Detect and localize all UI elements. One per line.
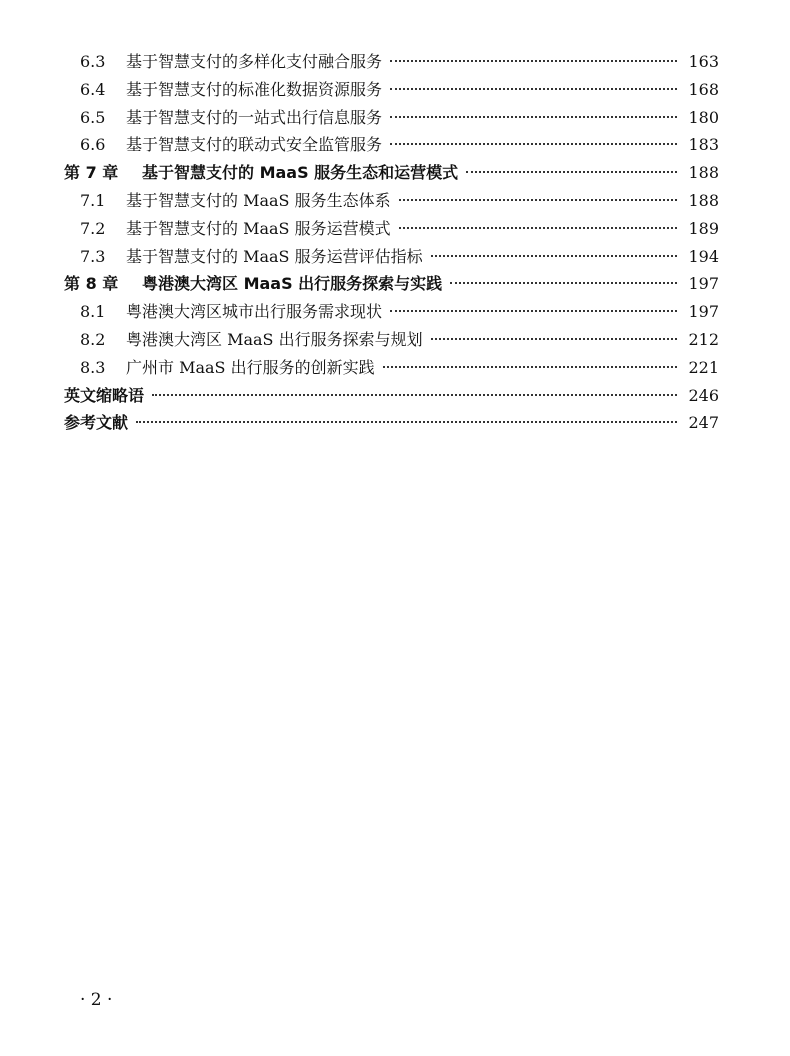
section-title: 粤港澳大湾区城市出行服务需求现状 — [126, 302, 383, 322]
page-number: 194 — [688, 246, 719, 266]
section-number: 6.6 — [80, 135, 106, 155]
dot-leader — [399, 199, 677, 201]
chapter-number: 第 8 章 — [64, 274, 119, 294]
toc-entry-abbreviations[interactable] — [64, 383, 719, 411]
section-title: 基于智慧支付的多样化支付融合服务 — [126, 52, 383, 71]
page-number: 189 — [688, 218, 719, 238]
page-number: 188 — [688, 163, 719, 183]
toc-entry-6-6[interactable] — [64, 132, 719, 160]
dot-leader — [383, 366, 677, 368]
page-number: 163 — [688, 52, 719, 71]
toc-entry-chapter-7[interactable] — [64, 160, 719, 188]
chapter-title: 粤港澳大湾区 MaaS 出行服务探索与实践 — [142, 274, 443, 294]
dot-leader — [399, 227, 677, 229]
toc-entry-references[interactable] — [64, 410, 719, 438]
section-number: 8.3 — [80, 357, 106, 377]
section-title: 基于智慧支付的标准化数据资源服务 — [126, 79, 383, 99]
toc-entry-6-5[interactable] — [64, 105, 719, 133]
table-of-contents — [64, 49, 719, 438]
page-number: 221 — [688, 357, 719, 377]
page-number: 246 — [688, 385, 719, 405]
dot-leader — [466, 171, 677, 173]
dot-leader — [390, 310, 677, 312]
backmatter-title: 英文缩略语 — [64, 385, 145, 405]
page-number: 183 — [688, 135, 719, 155]
dot-leader — [431, 338, 677, 340]
page-number: 180 — [688, 107, 719, 127]
toc-entry-7-3[interactable] — [64, 244, 719, 272]
section-number: 6.3 — [80, 52, 106, 71]
toc-entry-chapter-8[interactable] — [64, 271, 719, 299]
section-title: 粤港澳大湾区 MaaS 出行服务探索与规划 — [126, 329, 423, 349]
section-title: 基于智慧支付的一站式出行信息服务 — [126, 107, 383, 127]
chapter-number: 第 7 章 — [64, 163, 119, 183]
toc-entry-6-3[interactable] — [64, 49, 719, 77]
page-number: 197 — [688, 302, 719, 322]
toc-entry-6-4[interactable] — [64, 77, 719, 105]
page-number: 168 — [688, 79, 719, 99]
section-number: 7.2 — [80, 218, 106, 238]
toc-entry-8-3[interactable] — [64, 355, 719, 383]
page-number: 188 — [688, 190, 719, 210]
dot-leader — [136, 421, 677, 423]
section-title: 基于智慧支付的 MaaS 服务运营评估指标 — [126, 246, 423, 266]
section-number: 8.2 — [80, 329, 106, 349]
dot-leader — [152, 394, 677, 396]
dot-leader — [390, 60, 677, 62]
page-number: 247 — [688, 413, 719, 433]
dot-leader — [390, 116, 677, 118]
page-number: 197 — [688, 274, 719, 294]
backmatter-title: 参考文献 — [64, 413, 129, 433]
page-number: 212 — [688, 329, 719, 349]
dot-leader — [431, 255, 677, 257]
section-number: 7.1 — [80, 190, 106, 210]
toc-entry-8-2[interactable] — [64, 327, 719, 355]
page-footer-number: · 2 · — [80, 990, 113, 1010]
section-title: 基于智慧支付的 MaaS 服务生态体系 — [126, 190, 391, 210]
section-title: 广州市 MaaS 出行服务的创新实践 — [126, 357, 375, 377]
section-number: 7.3 — [80, 246, 106, 266]
toc-entry-8-1[interactable] — [64, 299, 719, 327]
section-title: 基于智慧支付的联动式安全监管服务 — [126, 135, 383, 155]
dot-leader — [390, 143, 677, 145]
chapter-title: 基于智慧支付的 MaaS 服务生态和运营模式 — [142, 163, 459, 183]
section-number: 6.4 — [80, 79, 106, 99]
section-number: 6.5 — [80, 107, 106, 127]
toc-entry-7-2[interactable] — [64, 216, 719, 244]
dot-leader — [390, 88, 677, 90]
section-title: 基于智慧支付的 MaaS 服务运营模式 — [126, 218, 391, 238]
toc-entry-7-1[interactable] — [64, 188, 719, 216]
dot-leader — [450, 282, 677, 284]
section-number: 8.1 — [80, 302, 106, 322]
